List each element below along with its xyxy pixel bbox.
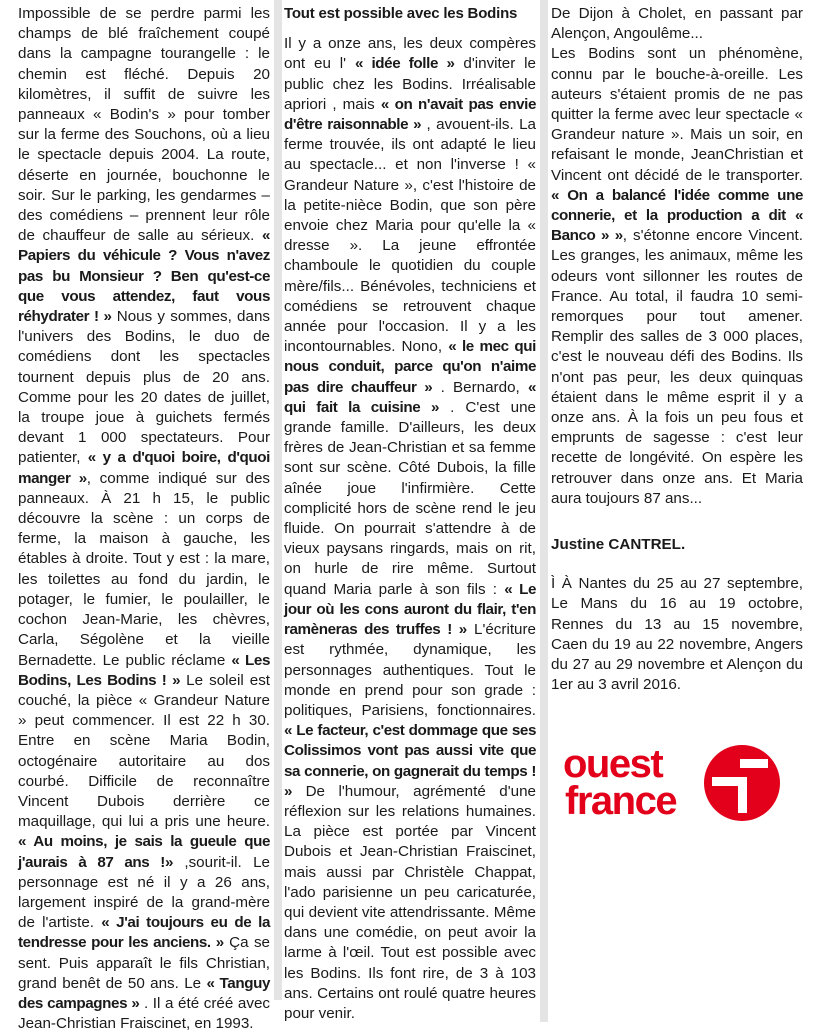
quote: « Au moins, je sais la gueule que j'aurais à 87 ans !» — [18, 833, 270, 871]
article-column-1 — [18, 4, 270, 1034]
article-text-col3: Les Bodins sont un phénomène, connu par le bouche-à-oreille. Les auteurs s'étaient promis de ne pas quitter la ferme avec leur spectacle « Grandeur nature ». Mais un soir, en refaisant le monde, JeanChristian et Vincent ont décidé de le transporter. « On a balancé l'idée comme une connerie, et la production a dit « Banco » », s'étonne encore Vincent. Les granges, les animaux, même les odeurs vont sillonner les routes de France. Au total, il faudra 10 semi-remorques pour tout amener. Remplir des salles de 3 000 places, c'est le nouveau défi des Bodins. Ils n'ont pas peur, les deux quinquas étaient dans le même esprit il y a onze ans. À la fois un peu fous et emprunts de sagesse : c'est leur recette de longévité. On espère les retrouver dans onze ans. Et Maria aura toujours 87 ans... — [551, 45, 803, 507]
article-text-col1: Impossible de se perdre parmi les champs de blé fraîchement coupé dans la campagne tourangelle : le chemin est fléché. Depuis 20 kilomètres, il suffit de suivre les panneaux « Bodin's » pour tomber sur la ferme des Souchons, où a lieu le spectacle depuis 2004. La route, déserte en journée, bouchonne le soir. Sur le parking, les gendarmes – des comédiens – prennent leur rôle de chauffeur de salle au sérieux. « Papiers du véhicule ? Vous n'avez pas bu Monsieur ? Ben qu'est-ce que vous attendez, faut vous réhydrater ! » Nous y sommes, dans l'univers des Bodins, le duo de comédiens dont les spectacles tournent depuis plus de 20 ans. Comme pour les 20 dates de juillet, la troupe joue à guichets fermés devant 1 000 spectateurs. Pour patienter, « y a d'quoi boire, d'quoi manger », comme indiqué sur des panneaux. À 21 h 15, le public découvre la scène : un corps de ferme, la maison à gauche, les étables à droite. Tout y est : la mare, les toilettes au fond du jardin, le potager, le fumier, le poulailler, le cochon Jean-Marie, les chèvres, Carla, Ségolène et la vieille Bernadette. Le public réclame « Les Bodins, Les Bodins ! » Le soleil est couché, la pièce « Grandeur Nature » peut commencer. Il est 22 h 30. Entre en scène Maria Bodin, octogénaire autoritaire au dos courbé. Difficile de reconnaître Vincent Dubois derrière ce maquillage, qui lui a pris une heure. « Au moins, je sais la gueule que j'aurais à 87 ans !» ,sourit-il. Le personnage est né il y a 26 ans, largement inspiré de la grand-mère de l'artiste. « J'ai toujours eu de la tendresse pour les anciens. » Ça se sent. Puis apparaît le fils Christian, grand benêt de 50 ans. Le « Tanguy des campagnes » . Il a été créé avec Jean-Christian Fraiscinet, en 1993. — [18, 5, 271, 1033]
quote: « Papiers du véhicule ? Vous n'avez pas bu Monsieur ? Ben qu'est-ce que vous attendez, faut vous réhydrater ! » — [18, 227, 270, 326]
logo-line1: ouest — [563, 742, 663, 786]
article-subhead: De Dijon à Cholet, en passant par Alençon, Angoulême... — [551, 5, 803, 43]
article-text-col2: Il y a onze ans, les deux compères ont eu l' « idée folle » d'inviter le public chez les Bodins. Irréalisable apriori , mais « on n'avait pas envie d'être raisonnable » , avouent-ils. La ferme trouvée, ils ont adapté le lieu au spectacle... et non l'inverse ! « Grandeur Nature », c'est l'histoire de la petite-nièce Bodin, que son père envoie chez Maria pour qu'elle la « dresse ». La jeune effrontée chamboule le quotidien du couple mère/fils... Bénévoles, techniciens et comédiens se retrouvent chaque année pour l'occasion. Il y a les incontournables. Nono, « le mec qui nous conduit, parce qu'on n'aime pas dire chauffeur » . Bernardo, « qui fait la cuisine » . C'est une grande famille. D'ailleurs, les deux frères de Jean-Christian et sa femme sont sur scène. Côté Dubois, la fille aînée joue l'infirmière. Cette complicité hors de scène rend le jeu fluide. On pourrait s'attendre à de vieux paysans ringards, mais on rit, on hurle de rire même. Surtout quand Maria parle à son fils : « Le jour où les cons auront du flair, t'en ramèneras des truffes ! » L'écriture est rythmée, dynamique, les personnages authentiques. Tout le monde en prend pour son grade : politiques, Parisiens, fonctionnaires. « Le facteur, c'est dommage que ses Colissimos vont pas aussi vite que sa connerie, on gagnerait du temps ! » De l'humour, agrémenté d'une réflexion sur les relations humaines. La pièce est portée par Vincent Dubois et Jean-Christian Fraiscinet, mais aussi par Christèle Chappat, l'ado parisienne un peu caricaturée, qui devient vite attendrissante. Même dans une comédie, on peut avoir la larme à l'œil. Tout est possible avec les Bodins. Ils font rire, de 3 à 103 ans. Certains ont roulé quatre heures pour venir. — [284, 35, 537, 1022]
quote: « on n'avait pas envie d'être raisonnable » — [284, 95, 536, 134]
quote: « idée folle » — [354, 55, 455, 73]
article-column-3 — [551, 4, 803, 696]
quote: « qui fait la cuisine » — [284, 378, 537, 416]
column-separator — [274, 0, 282, 1000]
column-separator — [540, 0, 548, 1022]
tour-dates: Ì À Nantes du 25 au 27 septembre, Le Mans du 16 au 19 octobre, Rennes du 13 au 15 novembre, Caen du 19 au 22 novembre, Angers du 27 au 29 novembre et Alençon du 1er au 3 avril 2016. — [551, 575, 803, 694]
ouest-france-logo — [563, 741, 781, 823]
quote: « le mec qui nous conduit, parce qu'on n'aime pas dire chauffeur » — [284, 338, 536, 396]
quote: « On a balancé l'idée comme une connerie, et la production a dit « Banco » » — [551, 186, 803, 245]
quote: « Le jour où les cons auront du flair, t'en ramèneras des truffes ! » — [284, 580, 537, 639]
article-column-2 — [284, 4, 536, 1024]
quote: « y a d'quoi boire, d'quoi manger » — [18, 449, 270, 487]
article-author: Justine CANTREL. — [551, 536, 686, 554]
quote: « Le facteur, c'est dommage que ses Colissimos vont pas aussi vite que sa connerie, on gagnerait du temps ! » — [284, 722, 536, 800]
quote: « Tanguy des campagnes » — [18, 974, 270, 1012]
quote: « Les Bodins, Les Bodins ! » — [18, 651, 270, 689]
quote: « J'ai toujours eu de la tendresse pour les anciens. » — [18, 914, 270, 952]
logo-symbol-icon — [704, 745, 780, 821]
article-title: Tout est possible avec les Bodins — [284, 5, 518, 22]
logo-line2: france — [565, 779, 677, 823]
